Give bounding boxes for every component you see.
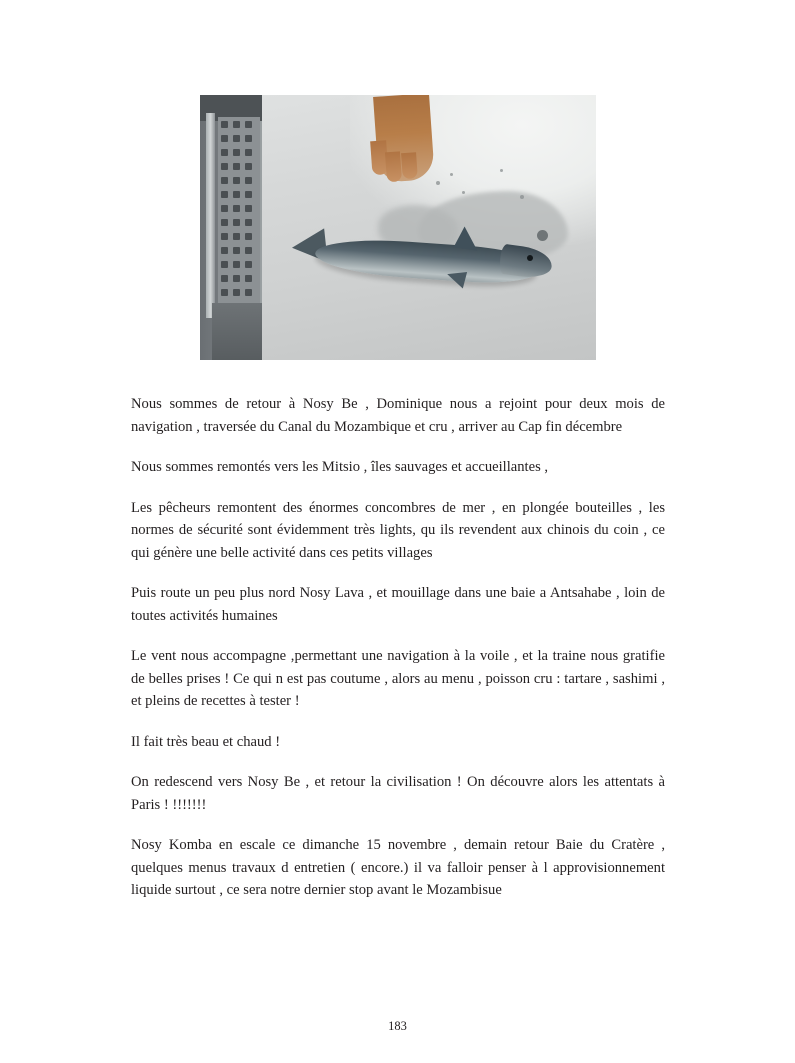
- boat-rail: [206, 113, 215, 318]
- paragraph: Le vent nous accompagne ,permettant une navigation à la voile , et la traine nous gratifie de belles prises ! Ce qui n est pas coutume , alors au menu , poisson cru : tartare , sashimi , et pleins de recettes à tester !: [131, 648, 665, 709]
- water-droplet: [537, 230, 548, 241]
- paragraph: Puis route un peu plus nord Nosy Lava , et mouillage dans une baie a Antsahabe , loin de toutes activités humaines: [131, 585, 665, 624]
- paragraph: On redescend vers Nosy Be , et retour la civilisation ! On découvre alors les attentats à Paris ! !!!!!!!: [131, 774, 665, 813]
- paragraph: Nosy Komba en escale ce dimanche 15 novembre , demain retour Baie du Cratère , quelques menus travaux d entretien ( encore.) il va falloir penser à l approvisionnement liquide surtout , ce sera notre dernier stop avant le Mozambisue: [131, 837, 665, 898]
- paragraph: Les pêcheurs remontent des énormes concombres de mer , en plongée bouteilles , les normes de sécurité sont évidemment très lights, qu ils revendent aux chinois du coin , ce qui génère une belle activité dans ces petits villages: [131, 499, 665, 561]
- paragraph: Nous sommes de retour à Nosy Be , Dominique nous a rejoint pour deux mois de navigation , traversée du Canal du Mozambique et cru , arriver au Cap fin décembre: [131, 396, 665, 435]
- photo-fish-on-deck: [200, 95, 596, 360]
- paragraph: Nous sommes remontés vers les Mitsio , îles sauvages et accueillantes ,: [131, 459, 549, 475]
- paragraph: Il fait très beau et chaud !: [131, 733, 281, 750]
- document-body: [131, 393, 665, 902]
- fish-dorsal-fin: [454, 225, 481, 250]
- deck-grating: [218, 117, 260, 303]
- photo-image: [200, 95, 596, 360]
- fish-eye: [527, 255, 533, 261]
- deck-lower-panel: [212, 303, 262, 360]
- page-number: 183: [388, 1019, 407, 1033]
- hand-holding: [373, 95, 435, 183]
- fish-pelvic-fin: [447, 272, 469, 290]
